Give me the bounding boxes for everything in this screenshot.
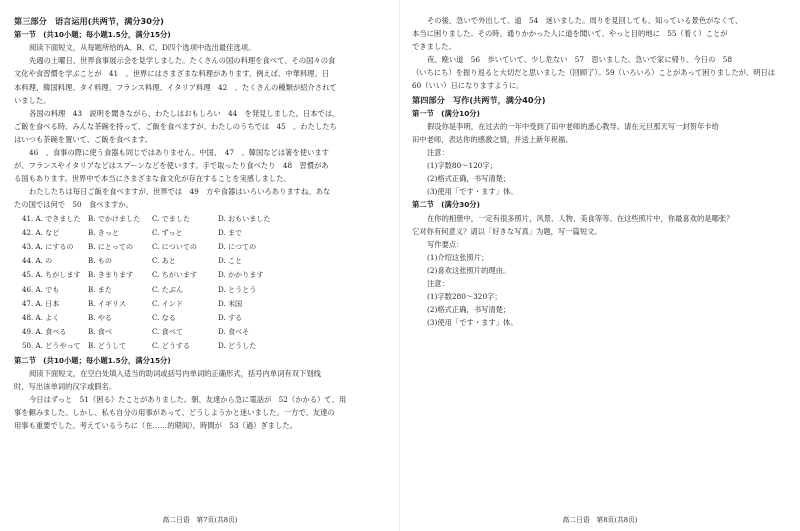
passage-line: 用事も重要でした。考えているうちに（在……的期间），時間が 53（過）ぎました。 xyxy=(14,421,297,431)
writing1-note: (2)格式正确，书写清楚； xyxy=(427,174,511,184)
option-q45-B: B. きまります xyxy=(88,270,134,280)
option-q43-C: C. についての xyxy=(152,241,198,251)
passage-line: いました。 xyxy=(14,95,51,105)
option-q42-D: D. まで xyxy=(218,227,243,237)
writing1-notes-title: 注意： xyxy=(427,148,449,158)
page-footer: 高二日语 第8页(共8页) xyxy=(562,516,638,524)
option-q50-D: D. どうした xyxy=(218,341,257,351)
part3-title: 第三部分 语言运用(共两节，满分30分) xyxy=(14,16,164,26)
option-q46-D: D. とうとう xyxy=(218,284,257,294)
writing2-note: (3)使用「です・ます」体。 xyxy=(427,318,518,328)
passage-line: ご飯を食べる時、みんな茶碗を持って、ご飯を食べますが、わたしのうちでは 45 。わたしたち xyxy=(14,121,337,131)
option-q45-A: 45. A. ちがします xyxy=(22,270,81,280)
writing1-note: (3)使用「です・ます」体。 xyxy=(427,187,518,197)
option-q49-A: 49. A. 食べる xyxy=(22,327,67,337)
section1-instruction: 阅读下面短文，从每题所给的A、B、C、D四个选项中选出最佳选项。 xyxy=(29,43,256,53)
option-q45-D: D. かかります xyxy=(218,270,264,280)
option-q47-D: D. 米国 xyxy=(218,298,243,308)
writing1-line: 假设你是李明，在过去的一年中受到了田中老师的悉心教导。请在元旦那天写一封贺年卡给 xyxy=(427,121,719,131)
option-q44-D: D. こと xyxy=(218,256,243,266)
option-q48-C: C. なる xyxy=(152,312,176,322)
writing1-title: 第一节 (满分10分) xyxy=(412,108,480,118)
option-q47-C: C. インド xyxy=(152,298,183,308)
option-q48-A: 48. A. よく xyxy=(22,312,60,322)
passage-line: できました。 xyxy=(412,42,456,52)
writing2-note: (2)格式正确，书写清楚； xyxy=(427,305,511,315)
option-q43-B: B. にとっての xyxy=(88,241,134,251)
option-q50-A: 50. A. どうやって xyxy=(22,341,81,351)
option-q44-C: C. あと xyxy=(152,256,176,266)
option-q43-A: 43. A. にするの xyxy=(22,241,74,251)
option-q41-B: B. でかけました xyxy=(88,213,141,223)
passage-line: 本当に困りました。その時、通りかかった人に道を聞いて、やっと目的地に 55（着く）ことが xyxy=(412,29,728,39)
passage-line: 今日はずっと 51（困る）たことがありました。朝、友達から急に電話が 52（かかる）て、用 xyxy=(29,395,347,405)
option-q49-B: B. 食べ xyxy=(88,327,112,337)
option-q46-A: 46. A. でも xyxy=(22,284,60,294)
writing2-point: (1)介绍这张照片； xyxy=(427,253,489,262)
option-q47-A: 47. A. 日本 xyxy=(22,298,60,308)
passage-line: 先週の土曜日、世界食事展示会を見学しました。たくさんの国の料理を食べて、その国々の食 xyxy=(29,56,336,66)
passage-line: 60（いい）日になりますように。 xyxy=(412,81,524,91)
page-footer: 高二日语 第7页(共8页) xyxy=(162,516,238,524)
option-q41-C: C. でました xyxy=(152,213,191,223)
writing2-notes-title: 注意： xyxy=(427,279,449,289)
passage-line: その後、急いで外出して、道 54 迷いました。周りを見回しても、知っている景色がなくて、 xyxy=(427,16,743,25)
option-q48-B: B. やる xyxy=(88,312,112,322)
option-q50-B: B. どうして xyxy=(88,341,127,351)
option-q43-D: D. につての xyxy=(218,241,257,251)
passage-line: 夜、晩い道 56 歩いていて、少し危ない 57 思いました。急いで家に帰り、今日の 58 xyxy=(427,55,732,65)
writing2-line: 在你的相册中，一定有很多照片，风景、人物、美食等等。在这些照片中，你最喜欢的是哪张？ xyxy=(427,213,734,223)
option-q50-C: C. どうする xyxy=(152,341,191,351)
passage-line: 事を頼みました。しかし、私も自分の用事があって、どうしようかと迷いました。一方で、友達の xyxy=(14,408,335,418)
option-q46-B: B. また xyxy=(88,284,112,294)
passage-1 xyxy=(14,54,388,211)
passage-line: はいつも茶碗を置いて、ご飯を食べます。 xyxy=(14,134,152,144)
passage-line: わたしたちは毎日ご飯を食べますが、世界では 49 方や食器はいろいろありますね。あな xyxy=(29,187,331,197)
option-q45-C: C. ちがいます xyxy=(152,270,198,280)
writing2-points-title: 写作要点： xyxy=(427,239,464,249)
option-q42-A: 42. A. など xyxy=(22,227,60,237)
passage-line: る国もあります。世界中で本当にさまざまな食文化が存在することを実感しました。 xyxy=(14,174,291,184)
option-q44-B: B. もの xyxy=(88,256,112,266)
section2-instruction-line: 时，写出该单词的汉字或假名。 xyxy=(14,381,117,391)
option-q42-C: C. ずっと xyxy=(152,227,183,237)
section1-title: 第一节 (共10小题；每小题1.5分，满分15分) xyxy=(14,30,171,39)
option-q42-B: B. きっと xyxy=(88,227,120,237)
exam-page-8 xyxy=(400,0,800,531)
options-grid xyxy=(22,212,388,354)
option-q49-D: D. 食べそ xyxy=(218,327,250,337)
option-q48-D: D. する xyxy=(218,312,243,322)
option-q46-C: C. たぶん xyxy=(152,284,183,294)
passage-line: が、フランスやイタリアなどはスプーンなどを使います。手で取ったり食べたり 48 習慣があ xyxy=(14,161,329,171)
passage-line: （いちにち）を振り返ると大切だと思いました（回顾了）。59（いろいろ）ことがあって困りましたが、明日は xyxy=(412,68,776,78)
option-q41-A: 41. A. できました xyxy=(22,213,81,223)
option-q49-C: C. 食べて xyxy=(152,327,183,337)
section2-title: 第二节 (共10小题；每小题1.5分，满分15分) xyxy=(14,355,171,365)
writing1-note: (1)字数80～120字； xyxy=(427,161,498,171)
passage-line: 各国の料理 43 説明を聞きながら、わたしはおもしろい 44 を発見しました。日本では、 xyxy=(29,108,340,118)
writing2-note: (1)字数280～320字； xyxy=(427,292,502,302)
part4-title: 第四部分 写作(共两节，满分40分) xyxy=(412,94,546,105)
option-q44-A: 44. A. の xyxy=(22,256,53,266)
passage-line: たの国では何で 50 食べますか。 xyxy=(14,200,133,210)
passage-line: 文化や食習慣を学ぶことが 41 。世界にはさまざまな料理があります。例えば、中華料理、日 xyxy=(14,69,330,79)
passage-line: 本料理、韓国料理、タイ料理、フランス料理、イタリア料理 42 、たくさんの種類が紹介されて xyxy=(14,82,337,92)
writing2-point: (2)喜欢这张照片的理由。 xyxy=(427,266,511,276)
passage-line: 46 、食事の際に使う食器も同じではありません。中国、 47 、韓国などは箸を使います xyxy=(29,148,329,158)
writing1-line: 田中老师，表达你的感激之情，并送上新年祝福。 xyxy=(412,134,573,144)
option-q47-B: B. イギリス xyxy=(88,298,126,308)
writing2-title: 第二节 (满分30分) xyxy=(412,200,480,210)
section2-instruction-line: 阅读下面短文，在空白处填入适当的助词或括号内单词的正确形式，括号内单词有双下划线 xyxy=(29,368,321,378)
option-q41-D: D. おもいました xyxy=(218,213,271,223)
writing2-line: 它对你有何意义？请以「好きな写真」为题，写一篇短文。 xyxy=(412,226,602,236)
